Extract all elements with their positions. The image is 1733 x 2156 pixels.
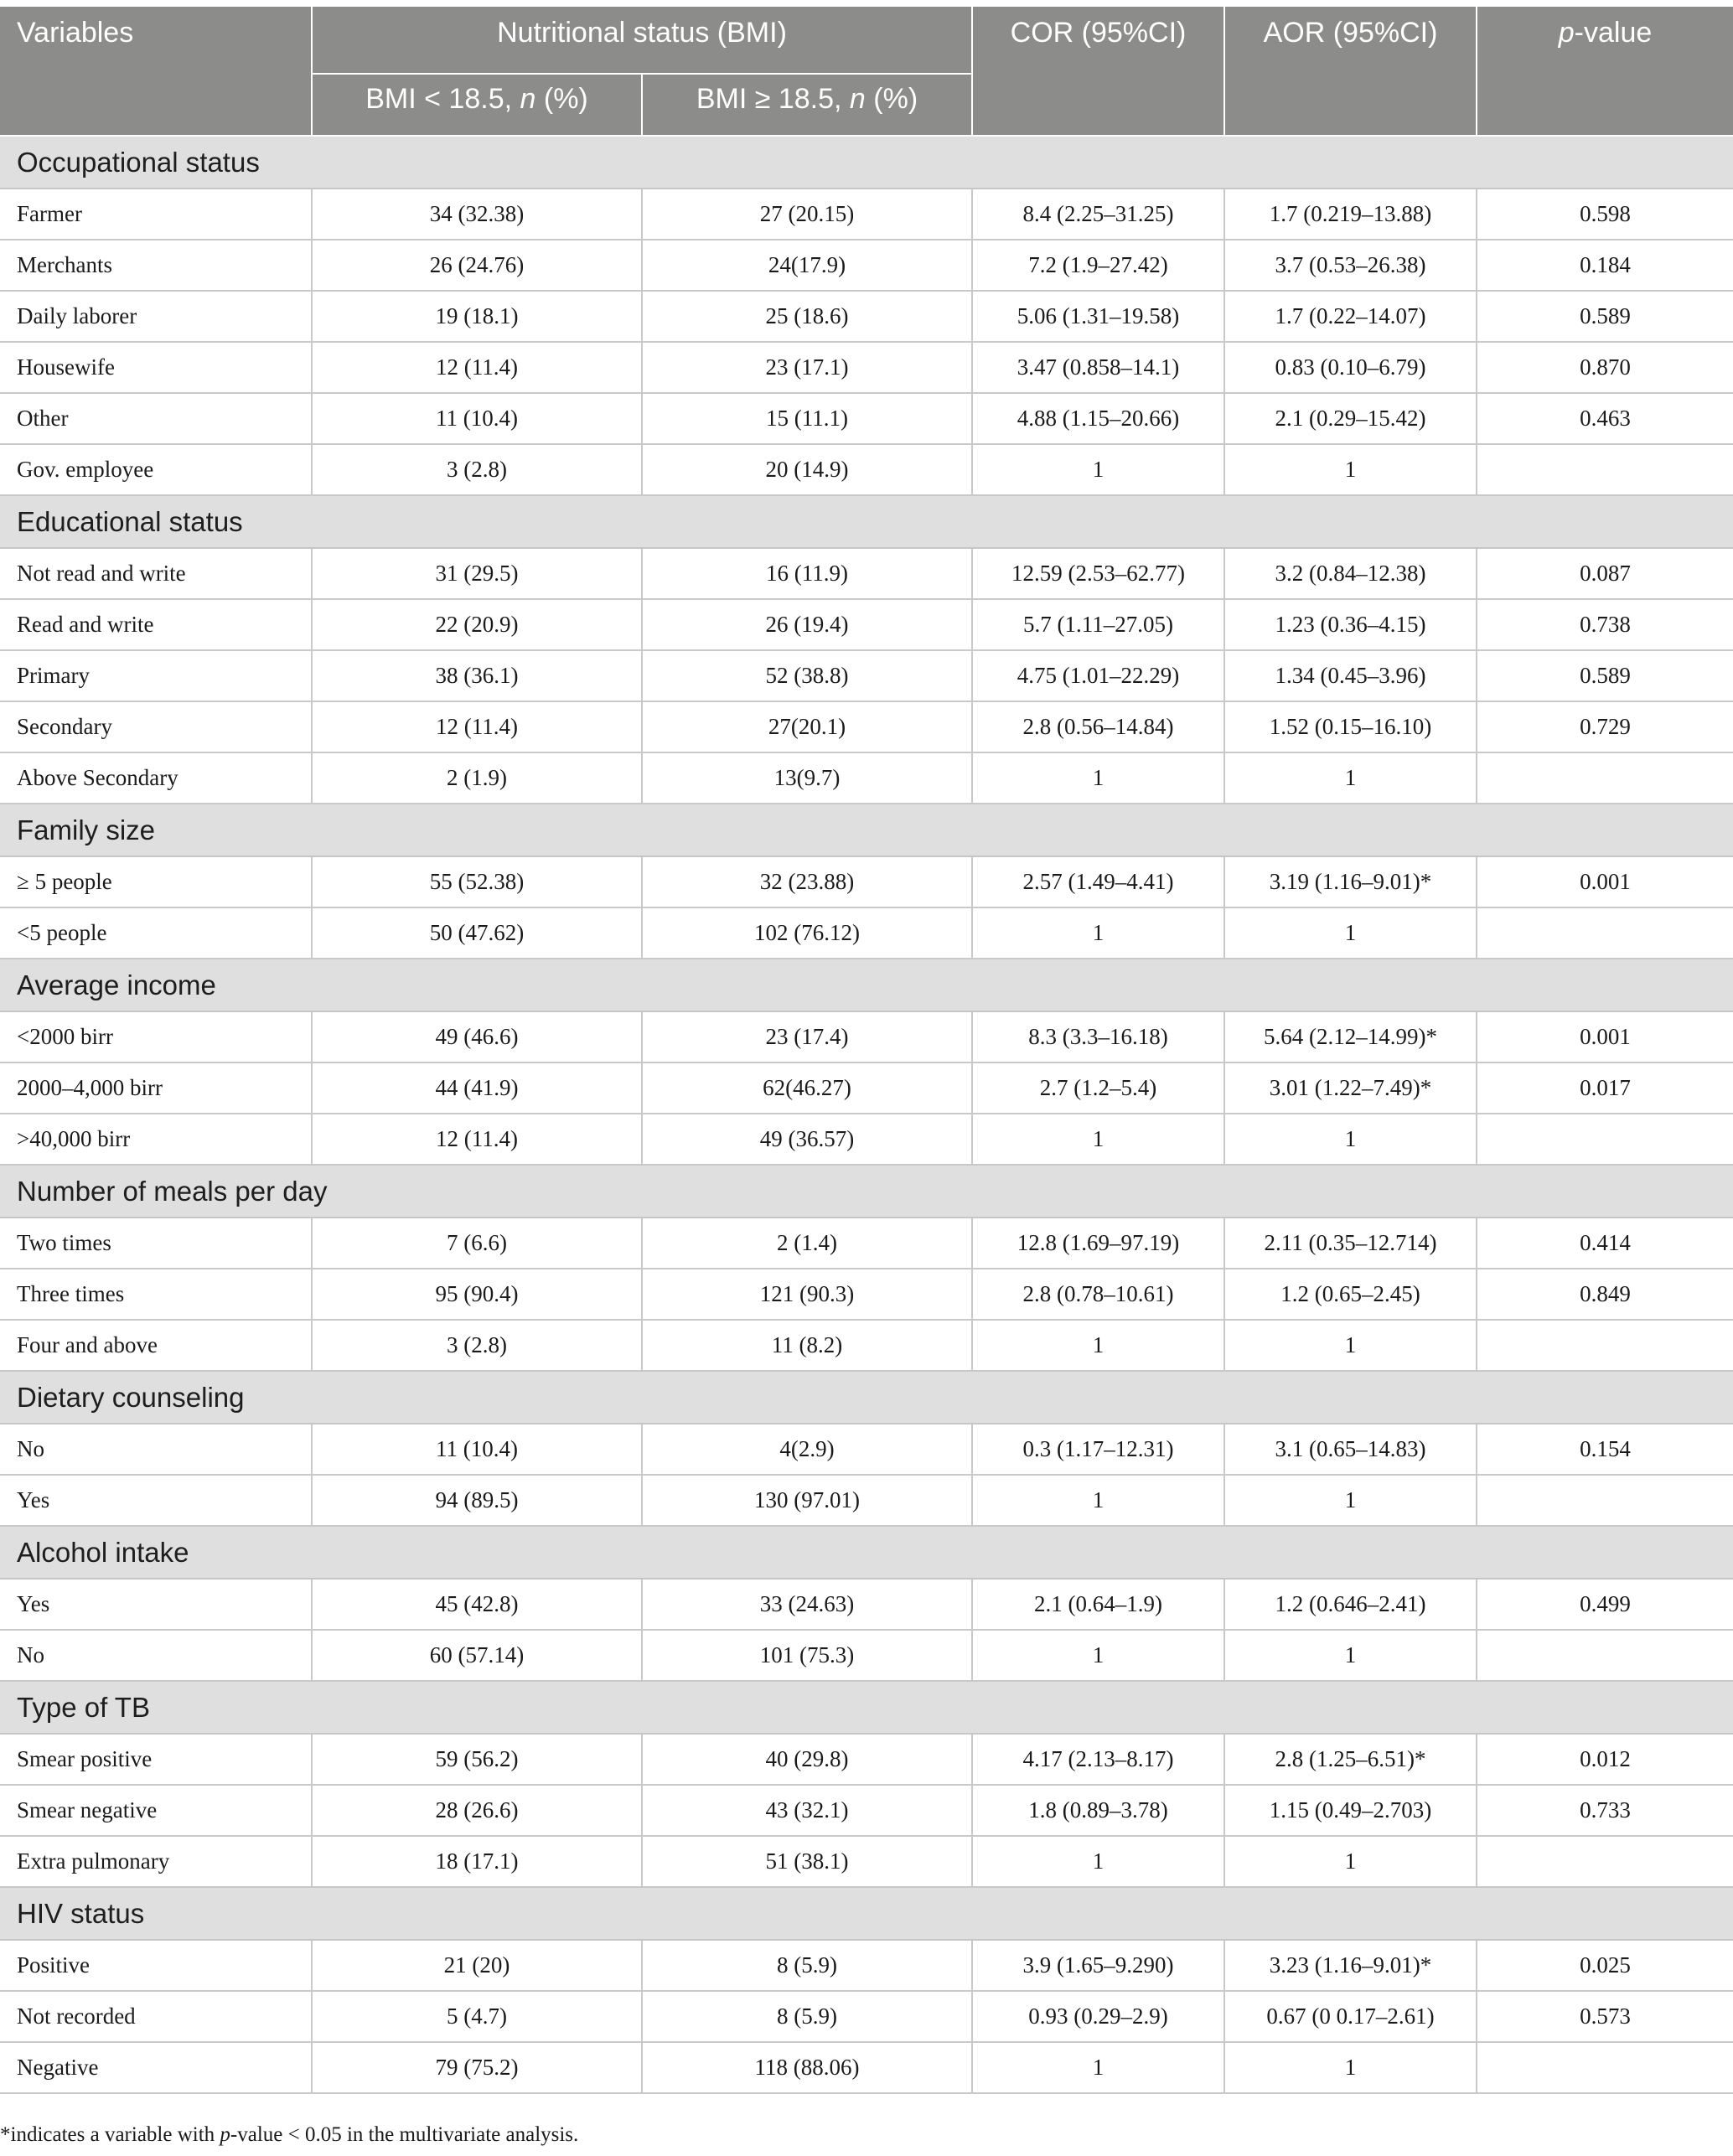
cell-bmi-low: 3 (2.8) [312, 444, 642, 495]
row-label: <5 people [0, 907, 312, 959]
cell-cor: 2.7 (1.2–5.4) [972, 1062, 1224, 1114]
cell-bmi-high: 8 (5.9) [642, 1991, 972, 2042]
row-label: Four and above [0, 1320, 312, 1371]
section-title: Occupational status [0, 136, 1733, 189]
cell-aor: 2.1 (0.29–15.42) [1224, 393, 1477, 444]
cell-p-value: 0.001 [1477, 856, 1733, 907]
cell-aor: 1.2 (0.65–2.45) [1224, 1269, 1477, 1320]
cell-bmi-low: 59 (56.2) [312, 1734, 642, 1785]
cell-bmi-low: 2 (1.9) [312, 752, 642, 804]
section-title: Number of meals per day [0, 1165, 1733, 1218]
cell-aor: 2.11 (0.35–12.714) [1224, 1218, 1477, 1269]
table-row [0, 1940, 1733, 1991]
row-label: Not recorded [0, 1991, 312, 2042]
cell-aor: 1.15 (0.49–2.703) [1224, 1785, 1477, 1836]
cell-aor: 1 [1224, 444, 1477, 495]
header-cor: COR (95%CI) [972, 7, 1224, 136]
cell-bmi-high: 8 (5.9) [642, 1940, 972, 1991]
cell-p-value: 0.154 [1477, 1424, 1733, 1475]
cell-cor: 8.3 (3.3–16.18) [972, 1011, 1224, 1062]
header-aor: AOR (95%CI) [1224, 7, 1477, 136]
footnote: *indicates a variable with p-value < 0.05 in the multivariate analysis. [0, 2123, 579, 2146]
cell-aor: 1 [1224, 2042, 1477, 2093]
row-label: Smear positive [0, 1734, 312, 1785]
cell-p-value: 0.017 [1477, 1062, 1733, 1114]
cell-cor: 2.8 (0.78–10.61) [972, 1269, 1224, 1320]
section-header-row [0, 1887, 1733, 1940]
table-row [0, 1114, 1733, 1165]
table-row [0, 240, 1733, 291]
cell-bmi-high: 26 (19.4) [642, 599, 972, 650]
cell-bmi-high: 40 (29.8) [642, 1734, 972, 1785]
cell-bmi-high: 27(20.1) [642, 701, 972, 752]
cell-bmi-low: 28 (26.6) [312, 1785, 642, 1836]
cell-cor: 12.59 (2.53–62.77) [972, 548, 1224, 599]
cell-bmi-low: 22 (20.9) [312, 599, 642, 650]
row-label: Primary [0, 650, 312, 701]
cell-cor: 1 [972, 2042, 1224, 2093]
cell-cor: 2.8 (0.56–14.84) [972, 701, 1224, 752]
cell-bmi-high: 62(46.27) [642, 1062, 972, 1114]
cell-bmi-high: 20 (14.9) [642, 444, 972, 495]
cell-p-value: 0.414 [1477, 1218, 1733, 1269]
cell-p-value [1477, 1836, 1733, 1887]
cell-bmi-low: 34 (32.38) [312, 189, 642, 240]
section-title: Dietary counseling [0, 1371, 1733, 1424]
row-label: Housewife [0, 342, 312, 393]
cell-bmi-high: 49 (36.57) [642, 1114, 972, 1165]
cell-bmi-low: 7 (6.6) [312, 1218, 642, 1269]
cell-p-value: 0.025 [1477, 1940, 1733, 1991]
cell-cor: 2.1 (0.64–1.9) [972, 1579, 1224, 1630]
section-header-row [0, 1526, 1733, 1579]
section-header-row [0, 959, 1733, 1011]
cell-bmi-low: 12 (11.4) [312, 342, 642, 393]
cell-cor: 7.2 (1.9–27.42) [972, 240, 1224, 291]
row-label: Secondary [0, 701, 312, 752]
table-row [0, 393, 1733, 444]
table-row [0, 1630, 1733, 1681]
row-label: No [0, 1424, 312, 1475]
section-header-row [0, 495, 1733, 548]
cell-bmi-low: 45 (42.8) [312, 1579, 642, 1630]
cell-p-value: 0.012 [1477, 1734, 1733, 1785]
table-row [0, 1475, 1733, 1526]
cell-bmi-low: 12 (11.4) [312, 701, 642, 752]
row-label: Two times [0, 1218, 312, 1269]
cell-p-value: 0.573 [1477, 1991, 1733, 2042]
cell-p-value [1477, 1320, 1733, 1371]
cell-bmi-high: 16 (11.9) [642, 548, 972, 599]
table-row [0, 701, 1733, 752]
cell-aor: 3.01 (1.22–7.49)* [1224, 1062, 1477, 1114]
table-row [0, 752, 1733, 804]
cell-bmi-high: 4(2.9) [642, 1424, 972, 1475]
cell-p-value [1477, 444, 1733, 495]
table-row [0, 1269, 1733, 1320]
cell-p-value: 0.087 [1477, 548, 1733, 599]
cell-bmi-low: 11 (10.4) [312, 393, 642, 444]
header-variables: Variables [0, 7, 312, 136]
cell-bmi-high: 118 (88.06) [642, 2042, 972, 2093]
cell-p-value: 0.870 [1477, 342, 1733, 393]
row-label: Merchants [0, 240, 312, 291]
cell-bmi-low: 26 (24.76) [312, 240, 642, 291]
row-label: Not read and write [0, 548, 312, 599]
cell-bmi-low: 49 (46.6) [312, 1011, 642, 1062]
cell-bmi-high: 2 (1.4) [642, 1218, 972, 1269]
header-bmi-high: BMI ≥ 18.5, n (%) [642, 74, 972, 136]
cell-aor: 1 [1224, 752, 1477, 804]
cell-bmi-low: 55 (52.38) [312, 856, 642, 907]
cell-cor: 5.06 (1.31–19.58) [972, 291, 1224, 342]
cell-p-value: 0.738 [1477, 599, 1733, 650]
cell-bmi-high: 52 (38.8) [642, 650, 972, 701]
section-title: Family size [0, 804, 1733, 856]
results-table [0, 7, 1733, 2094]
cell-aor: 1 [1224, 907, 1477, 959]
table-row [0, 291, 1733, 342]
cell-bmi-low: 19 (18.1) [312, 291, 642, 342]
cell-p-value [1477, 1114, 1733, 1165]
cell-p-value: 0.589 [1477, 650, 1733, 701]
cell-bmi-high: 25 (18.6) [642, 291, 972, 342]
cell-p-value: 0.849 [1477, 1269, 1733, 1320]
cell-bmi-high: 27 (20.15) [642, 189, 972, 240]
header-nutritional-status: Nutritional status (BMI) [312, 7, 972, 74]
cell-bmi-high: 101 (75.3) [642, 1630, 972, 1681]
row-label: 2000–4,000 birr [0, 1062, 312, 1114]
section-header-row [0, 1371, 1733, 1424]
cell-cor: 3.9 (1.65–9.290) [972, 1940, 1224, 1991]
cell-cor: 4.88 (1.15–20.66) [972, 393, 1224, 444]
cell-bmi-high: 11 (8.2) [642, 1320, 972, 1371]
cell-bmi-high: 51 (38.1) [642, 1836, 972, 1887]
cell-cor: 1 [972, 1114, 1224, 1165]
cell-cor: 4.75 (1.01–22.29) [972, 650, 1224, 701]
cell-aor: 1.52 (0.15–16.10) [1224, 701, 1477, 752]
cell-aor: 1 [1224, 1836, 1477, 1887]
table-row [0, 1218, 1733, 1269]
cell-aor: 3.23 (1.16–9.01)* [1224, 1940, 1477, 1991]
cell-aor: 3.19 (1.16–9.01)* [1224, 856, 1477, 907]
cell-aor: 1 [1224, 1114, 1477, 1165]
cell-aor: 5.64 (2.12–14.99)* [1224, 1011, 1477, 1062]
cell-p-value: 0.184 [1477, 240, 1733, 291]
row-label: Three times [0, 1269, 312, 1320]
cell-bmi-low: 38 (36.1) [312, 650, 642, 701]
row-label: Gov. employee [0, 444, 312, 495]
cell-cor: 0.93 (0.29–2.9) [972, 1991, 1224, 2042]
section-title: Average income [0, 959, 1733, 1011]
table-row [0, 599, 1733, 650]
cell-aor: 0.67 (0 0.17–2.61) [1224, 1991, 1477, 2042]
cell-aor: 2.8 (1.25–6.51)* [1224, 1734, 1477, 1785]
cell-bmi-low: 12 (11.4) [312, 1114, 642, 1165]
cell-bmi-high: 130 (97.01) [642, 1475, 972, 1526]
cell-aor: 1 [1224, 1475, 1477, 1526]
cell-bmi-high: 32 (23.88) [642, 856, 972, 907]
cell-bmi-low: 5 (4.7) [312, 1991, 642, 2042]
cell-bmi-low: 21 (20) [312, 1940, 642, 1991]
table-row [0, 1785, 1733, 1836]
row-label: Positive [0, 1940, 312, 1991]
cell-cor: 4.17 (2.13–8.17) [972, 1734, 1224, 1785]
cell-aor: 1.34 (0.45–3.96) [1224, 650, 1477, 701]
row-label: Farmer [0, 189, 312, 240]
cell-p-value: 0.729 [1477, 701, 1733, 752]
cell-bmi-high: 15 (11.1) [642, 393, 972, 444]
row-label: No [0, 1630, 312, 1681]
table-row [0, 907, 1733, 959]
cell-bmi-high: 24(17.9) [642, 240, 972, 291]
cell-cor: 2.57 (1.49–4.41) [972, 856, 1224, 907]
cell-aor: 3.1 (0.65–14.83) [1224, 1424, 1477, 1475]
table-row [0, 444, 1733, 495]
section-header-row [0, 1681, 1733, 1734]
row-label: Daily laborer [0, 291, 312, 342]
cell-p-value: 0.499 [1477, 1579, 1733, 1630]
cell-p-value: 0.733 [1477, 1785, 1733, 1836]
cell-bmi-low: 11 (10.4) [312, 1424, 642, 1475]
cell-aor: 3.7 (0.53–26.38) [1224, 240, 1477, 291]
header-p-value: p-value [1477, 7, 1733, 136]
row-label: Read and write [0, 599, 312, 650]
cell-bmi-low: 31 (29.5) [312, 548, 642, 599]
cell-bmi-low: 44 (41.9) [312, 1062, 642, 1114]
cell-bmi-high: 23 (17.4) [642, 1011, 972, 1062]
row-label: <2000 birr [0, 1011, 312, 1062]
cell-aor: 0.83 (0.10–6.79) [1224, 342, 1477, 393]
cell-bmi-low: 60 (57.14) [312, 1630, 642, 1681]
cell-bmi-high: 43 (32.1) [642, 1785, 972, 1836]
row-label: ≥ 5 people [0, 856, 312, 907]
cell-cor: 3.47 (0.858–14.1) [972, 342, 1224, 393]
table-row [0, 2042, 1733, 2093]
section-title: Type of TB [0, 1681, 1733, 1734]
row-label: Other [0, 393, 312, 444]
cell-p-value: 0.463 [1477, 393, 1733, 444]
cell-p-value [1477, 752, 1733, 804]
table-row [0, 1424, 1733, 1475]
cell-bmi-high: 13(9.7) [642, 752, 972, 804]
row-label: Smear negative [0, 1785, 312, 1836]
row-label: Above Secondary [0, 752, 312, 804]
table-row [0, 342, 1733, 393]
cell-cor: 1.8 (0.89–3.78) [972, 1785, 1224, 1836]
section-title: Educational status [0, 495, 1733, 548]
table-row [0, 650, 1733, 701]
table-row [0, 548, 1733, 599]
cell-aor: 1.2 (0.646–2.41) [1224, 1579, 1477, 1630]
cell-aor: 1.23 (0.36–4.15) [1224, 599, 1477, 650]
cell-p-value: 0.589 [1477, 291, 1733, 342]
cell-bmi-high: 102 (76.12) [642, 907, 972, 959]
section-header-row [0, 1165, 1733, 1218]
cell-bmi-high: 23 (17.1) [642, 342, 972, 393]
cell-p-value: 0.001 [1477, 1011, 1733, 1062]
table-row [0, 1062, 1733, 1114]
table-row [0, 1579, 1733, 1630]
cell-bmi-low: 95 (90.4) [312, 1269, 642, 1320]
row-label: Yes [0, 1475, 312, 1526]
table-row [0, 856, 1733, 907]
cell-bmi-low: 18 (17.1) [312, 1836, 642, 1887]
cell-bmi-low: 94 (89.5) [312, 1475, 642, 1526]
section-title: Alcohol intake [0, 1526, 1733, 1579]
table-row [0, 1011, 1733, 1062]
cell-aor: 3.2 (0.84–12.38) [1224, 548, 1477, 599]
section-title: HIV status [0, 1887, 1733, 1940]
table-row [0, 1836, 1733, 1887]
row-label: >40,000 birr [0, 1114, 312, 1165]
cell-cor: 12.8 (1.69–97.19) [972, 1218, 1224, 1269]
cell-cor: 8.4 (2.25–31.25) [972, 189, 1224, 240]
cell-cor: 1 [972, 444, 1224, 495]
row-label: Yes [0, 1579, 312, 1630]
cell-bmi-low: 3 (2.8) [312, 1320, 642, 1371]
cell-cor: 0.3 (1.17–12.31) [972, 1424, 1224, 1475]
cell-bmi-low: 50 (47.62) [312, 907, 642, 959]
header-bmi-low: BMI < 18.5, n (%) [312, 74, 642, 136]
table-body [0, 136, 1733, 2093]
cell-p-value [1477, 907, 1733, 959]
cell-bmi-high: 33 (24.63) [642, 1579, 972, 1630]
cell-cor: 1 [972, 1475, 1224, 1526]
cell-cor: 1 [972, 1320, 1224, 1371]
section-header-row [0, 804, 1733, 856]
table-row [0, 1734, 1733, 1785]
cell-cor: 1 [972, 1836, 1224, 1887]
cell-aor: 1 [1224, 1630, 1477, 1681]
table-row [0, 1991, 1733, 2042]
cell-p-value [1477, 1475, 1733, 1526]
table-row [0, 1320, 1733, 1371]
cell-cor: 1 [972, 1630, 1224, 1681]
cell-aor: 1 [1224, 1320, 1477, 1371]
cell-p-value: 0.598 [1477, 189, 1733, 240]
table-row [0, 189, 1733, 240]
section-header-row [0, 136, 1733, 189]
cell-bmi-high: 121 (90.3) [642, 1269, 972, 1320]
cell-p-value [1477, 2042, 1733, 2093]
cell-p-value [1477, 1630, 1733, 1681]
cell-cor: 5.7 (1.11–27.05) [972, 599, 1224, 650]
cell-aor: 1.7 (0.219–13.88) [1224, 189, 1477, 240]
cell-bmi-low: 79 (75.2) [312, 2042, 642, 2093]
cell-aor: 1.7 (0.22–14.07) [1224, 291, 1477, 342]
cell-cor: 1 [972, 752, 1224, 804]
row-label: Negative [0, 2042, 312, 2093]
cell-cor: 1 [972, 907, 1224, 959]
row-label: Extra pulmonary [0, 1836, 312, 1887]
table-header [0, 7, 1733, 136]
